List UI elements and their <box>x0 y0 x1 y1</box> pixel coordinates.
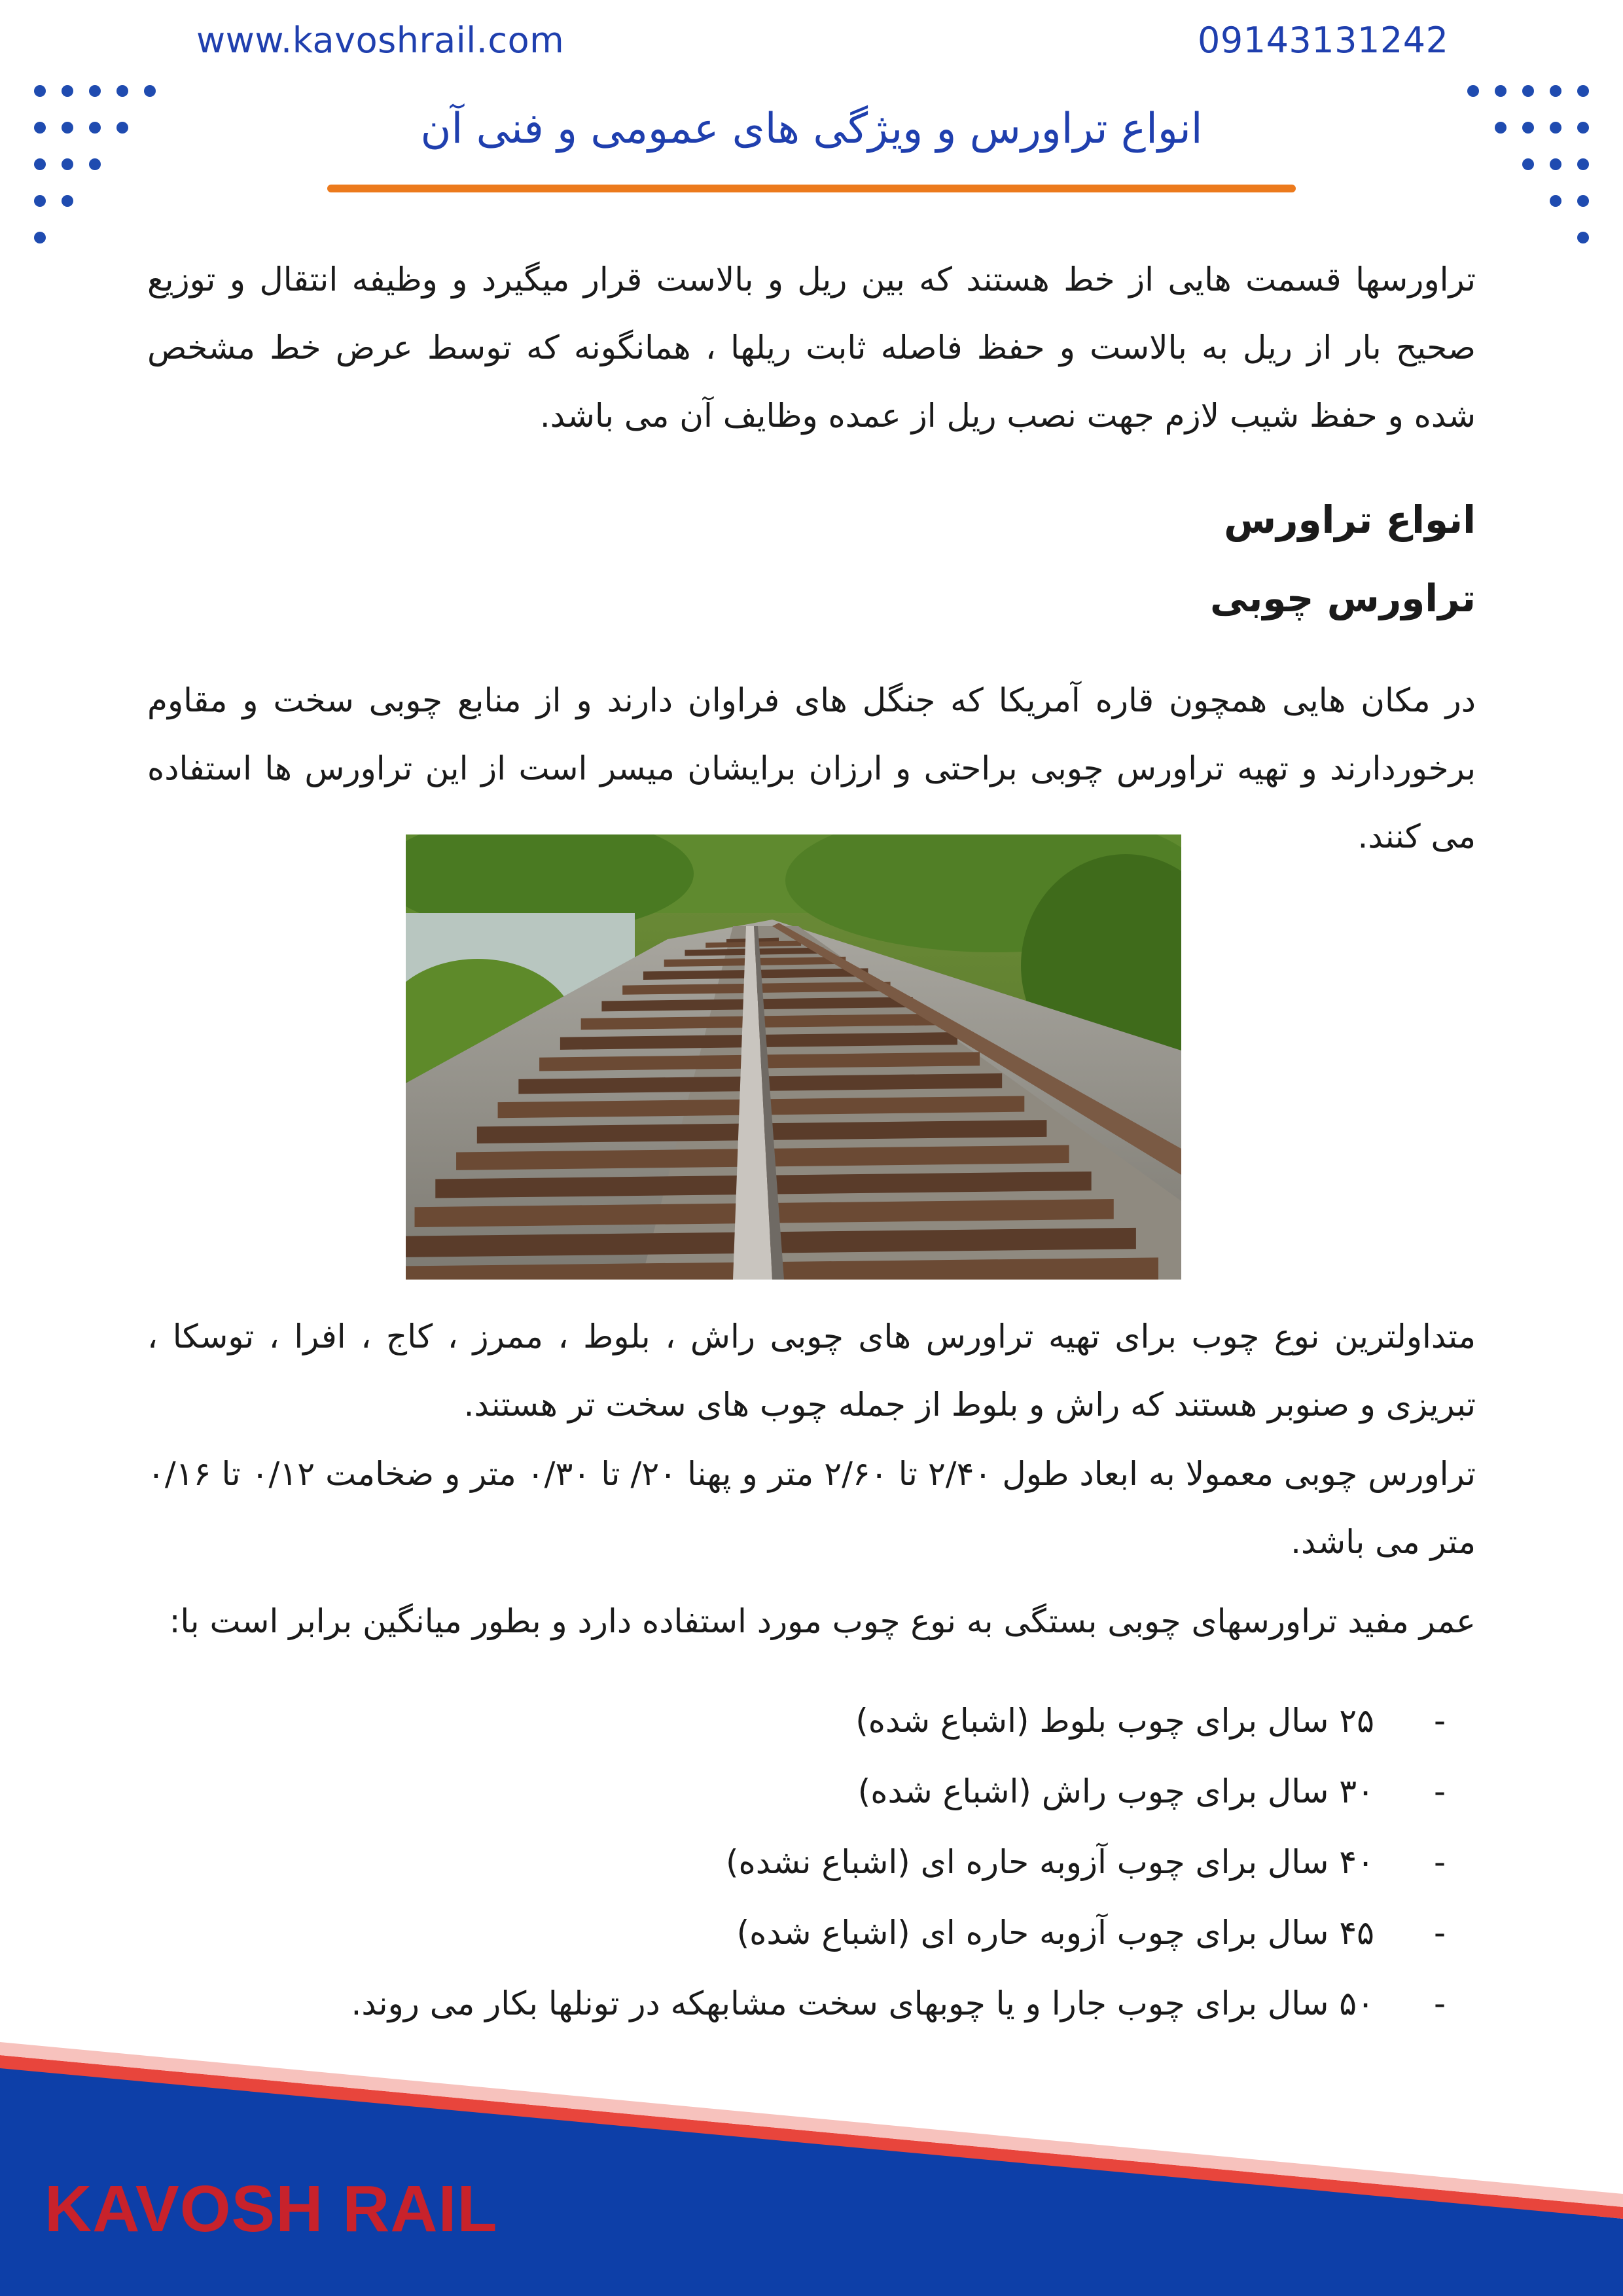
title-underline <box>327 185 1296 192</box>
decor-dot <box>1522 122 1534 134</box>
subsection-heading: تراورس چوبی <box>1209 576 1476 620</box>
decor-dots-left <box>0 0 183 262</box>
decor-dot <box>1577 85 1589 97</box>
intro-paragraph: تراورسها قسمت هایی از خط هستند که بین ریل و بالاست قرار میگیرد و وظیفه انتقال و توزیع صحیح بار از ریل به بالاست و حفظ فاصله ثابت ریلها ، همانگونه که توسط عرض خط مشخص شده و حفظ شیب لازم جهت نصب ریل از عمده وظایف آن می باشد. <box>147 260 1476 435</box>
decor-dot <box>62 158 73 170</box>
lifespan-list <box>351 1685 1466 2039</box>
page-title: انواع تراورس و ویژگی های عمومی و فنی آن <box>420 105 1203 153</box>
decor-dot <box>1495 85 1507 97</box>
list-item: -۳۰ سال برای چوب راش (اشباع شده) <box>857 1772 1446 1810</box>
decor-dot <box>144 85 156 97</box>
website-link[interactable]: www.kavoshrail.com <box>196 20 565 61</box>
decor-dot <box>62 122 73 134</box>
decor-dot <box>34 85 46 97</box>
wood-types-paragraph: متداولترین نوع چوب برای تهیه تراورس های چوبی راش ، بلوط ، ممرز ، کاج ، افرا ، توسکا ، تبریزی و صنوبر هستند که راش و بلوط از جمله چوب های سخت تر هستند. <box>147 1318 1476 1424</box>
decor-dot <box>1577 195 1589 207</box>
decor-dot <box>1495 122 1507 134</box>
decor-dots-right <box>1440 0 1623 262</box>
brand-logo-text: KAVOSH RAIL <box>45 2172 498 2246</box>
list-item: -۴۵ سال برای چوب آزوبه حاره ای (اشباع شده) <box>736 1914 1446 1952</box>
decor-dot <box>62 195 73 207</box>
footer-band <box>0 2022 1623 2296</box>
decor-dot <box>34 195 46 207</box>
decor-dot <box>1522 158 1534 170</box>
lifespan-intro-paragraph: عمر مفید تراورسهای چوبی بستگی به نوع چوب مورد استفاده دارد و بطور میانگین برابر است با: <box>169 1602 1476 1640</box>
decor-dot <box>1522 85 1534 97</box>
decor-dot <box>62 85 73 97</box>
list-item: -۴۰ سال برای چوب آزوبه حاره ای (اشباع نشده) <box>726 1843 1446 1881</box>
decor-dot <box>1550 158 1561 170</box>
wood-intro-paragraph: در مکان هایی همچون قاره آمریکا که جنگل های فراوان دارند و از منابع چوبی سخت و مقاوم برخوردارند و تهیه تراورس چوبی براحتی و ارزان برایشان میسر است از این تراورس ها استفاده می کنند. <box>147 681 1476 855</box>
decor-dot <box>89 158 101 170</box>
decor-dot <box>89 85 101 97</box>
decor-dot <box>1577 122 1589 134</box>
decor-dot <box>1467 85 1479 97</box>
decor-dot <box>116 122 128 134</box>
list-item: -۵۰ سال برای چوب جارا و یا چوبهای سخت مشابهکه در تونلها بکار می روند. <box>351 1984 1446 2022</box>
list-item: -۲۵ سال برای چوب بلوط (اشباع شده) <box>855 1702 1446 1740</box>
decor-dot <box>1577 232 1589 243</box>
decor-dot <box>1550 85 1561 97</box>
decor-dot <box>34 122 46 134</box>
railway-track-photo <box>406 834 1181 1280</box>
phone-number[interactable]: 09143131242 <box>1198 20 1449 61</box>
decor-dot <box>34 158 46 170</box>
decor-dot <box>1577 158 1589 170</box>
section-heading: انواع تراورس <box>1224 497 1476 542</box>
decor-dot <box>116 85 128 97</box>
dimensions-paragraph: تراورس چوبی معمولا به ابعاد طول ۲/۴۰ تا ۲/۶۰ متر و پهنا ۲۰/ تا ۰/۳۰ متر و ضخامت ۰/۱۲ تا ۰/۱۶ متر می باشد. <box>147 1455 1476 1561</box>
decor-dot <box>34 232 46 243</box>
decor-dot <box>89 122 101 134</box>
decor-dot <box>1550 122 1561 134</box>
decor-dot <box>1550 195 1561 207</box>
